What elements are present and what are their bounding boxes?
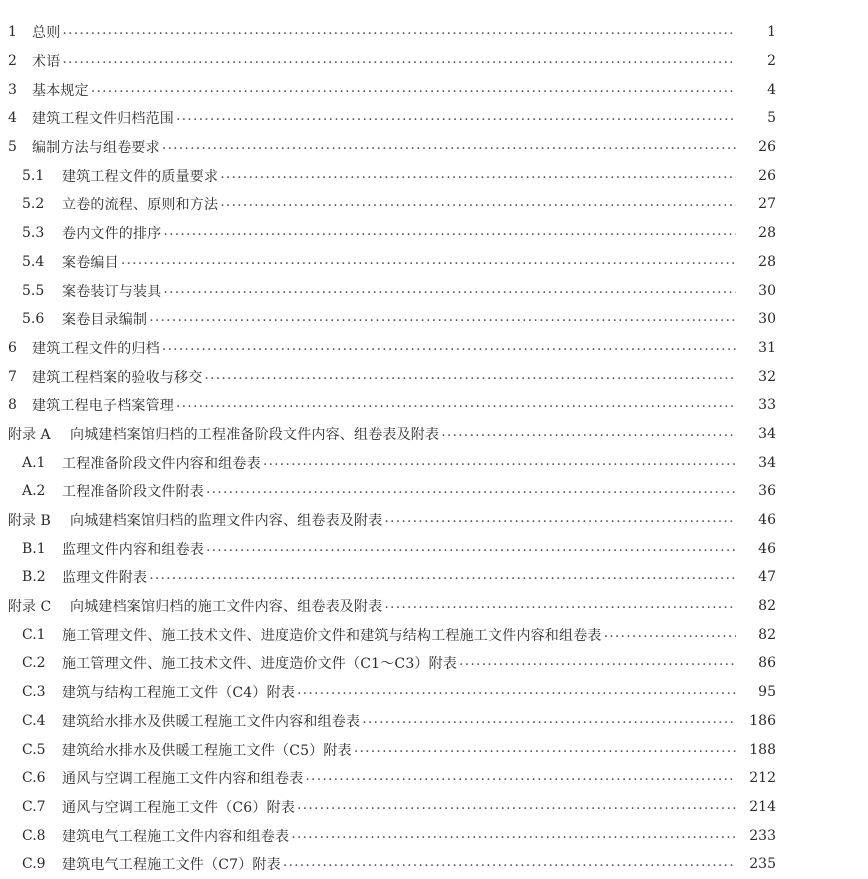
toc-entry[interactable] bbox=[0, 764, 868, 793]
dot-leader bbox=[162, 137, 736, 153]
toc-entry-number: C.6 bbox=[22, 770, 46, 787]
toc-entry-title: 案卷目录编制 bbox=[62, 312, 148, 329]
toc-entry[interactable] bbox=[0, 707, 868, 736]
toc-entry[interactable] bbox=[0, 161, 868, 190]
toc-entry-number: B.1 bbox=[22, 540, 46, 557]
dot-leader bbox=[220, 194, 736, 210]
toc-entry-title: 向城建档案馆归档的施工文件内容、组卷表及附表 bbox=[70, 599, 383, 616]
toc-entry-number: 4 bbox=[8, 110, 17, 127]
toc-entry[interactable] bbox=[0, 219, 868, 248]
dot-leader bbox=[283, 854, 736, 870]
toc-entry-number: 5.2 bbox=[22, 196, 45, 213]
toc-entry-number: C.2 bbox=[22, 655, 46, 672]
dot-leader bbox=[206, 481, 736, 497]
toc-entry-number: 5 bbox=[8, 139, 17, 156]
toc-entry[interactable] bbox=[0, 248, 868, 277]
dot-leader bbox=[91, 80, 736, 96]
toc-entry-number: 5.5 bbox=[22, 282, 45, 299]
toc-entry-page-number: 26 bbox=[758, 139, 776, 156]
toc-entry-title: 案卷编目 bbox=[62, 254, 119, 271]
dot-leader bbox=[149, 567, 736, 583]
dot-leader bbox=[604, 625, 736, 641]
toc-entry-number: 8 bbox=[8, 397, 17, 414]
toc-entry[interactable] bbox=[0, 190, 868, 219]
toc-entry[interactable] bbox=[0, 334, 868, 363]
toc-entry-page-number: 46 bbox=[758, 512, 776, 529]
toc-entry-title: 建筑电气工程施工文件内容和组卷表 bbox=[62, 828, 290, 845]
toc-entry-page-number: 95 bbox=[758, 684, 776, 701]
toc-entry-title: 监理文件附表 bbox=[62, 570, 148, 587]
toc-entry-page-number: 1 bbox=[767, 24, 776, 41]
toc-entry-page-number: 34 bbox=[758, 425, 776, 442]
toc-entry[interactable] bbox=[0, 649, 868, 678]
toc-entry-page-number: 33 bbox=[758, 397, 776, 414]
toc-entry-number: 2 bbox=[8, 53, 17, 70]
toc-entry-title: 建筑与结构工程施工文件（C4）附表 bbox=[62, 685, 296, 702]
dot-leader bbox=[204, 367, 736, 383]
toc-entry-page-number: 30 bbox=[758, 311, 776, 328]
toc-entry[interactable] bbox=[0, 104, 868, 133]
toc-entry[interactable] bbox=[0, 362, 868, 391]
toc-entry-page-number: 30 bbox=[758, 282, 776, 299]
toc-entry-title: 建筑电气工程施工文件（C7）附表 bbox=[62, 857, 281, 874]
toc-entry-number: 5.3 bbox=[22, 225, 45, 242]
toc-entry[interactable] bbox=[0, 477, 868, 506]
toc-entry-number: 附录 B bbox=[8, 513, 51, 530]
toc-entry-page-number: 32 bbox=[758, 368, 776, 385]
toc-entry-page-number: 47 bbox=[758, 569, 776, 586]
toc-entry-page-number: 82 bbox=[758, 598, 776, 615]
toc-entry-title: 总则 bbox=[32, 25, 61, 42]
toc-entry[interactable] bbox=[0, 793, 868, 822]
toc-entry-page-number: 28 bbox=[758, 253, 776, 270]
toc-entry-title: 立卷的流程、原则和方法 bbox=[62, 197, 219, 214]
toc-entry-number: 1 bbox=[8, 24, 17, 41]
toc-entry-page-number: 233 bbox=[749, 827, 776, 844]
toc-entry-number: 5.6 bbox=[22, 311, 45, 328]
toc-entry[interactable] bbox=[0, 276, 868, 305]
toc-entry-page-number: 214 bbox=[749, 798, 776, 815]
toc-entry-page-number: 36 bbox=[758, 483, 776, 500]
toc-entry-title: 建筑工程档案的验收与移交 bbox=[32, 369, 203, 386]
dot-leader bbox=[220, 166, 736, 182]
toc-entry[interactable] bbox=[0, 850, 868, 879]
toc-entry-page-number: 46 bbox=[758, 540, 776, 557]
toc-entry-title: 工程准备阶段文件附表 bbox=[62, 484, 204, 501]
dot-leader bbox=[162, 338, 736, 354]
dot-leader bbox=[149, 309, 736, 325]
dot-leader bbox=[163, 281, 736, 297]
toc-entry[interactable] bbox=[0, 735, 868, 764]
toc-entry-number: 附录 C bbox=[8, 599, 52, 616]
toc-entry[interactable] bbox=[0, 133, 868, 162]
dot-leader bbox=[441, 424, 736, 440]
toc-entry-number: 5.4 bbox=[22, 253, 45, 270]
toc-entry-number: C.4 bbox=[22, 712, 46, 729]
toc-entry-title: 建筑工程电子档案管理 bbox=[32, 398, 174, 415]
dot-leader bbox=[384, 510, 736, 526]
toc-entry-number: C.7 bbox=[22, 798, 46, 815]
toc-entry-title: 案卷装订与装具 bbox=[62, 283, 162, 300]
toc-entry-page-number: 2 bbox=[767, 53, 776, 70]
toc-entry-page-number: 28 bbox=[758, 225, 776, 242]
dot-leader bbox=[62, 51, 736, 67]
toc-entry-page-number: 5 bbox=[767, 110, 776, 127]
toc-entry-title: 监理文件内容和组卷表 bbox=[62, 541, 204, 558]
toc-entry-title: 施工管理文件、施工技术文件、进度造价文件和建筑与结构工程施工文件内容和组卷表 bbox=[62, 627, 602, 644]
toc-entry[interactable] bbox=[0, 47, 868, 76]
dot-leader bbox=[297, 797, 736, 813]
toc-entry[interactable] bbox=[0, 75, 868, 104]
toc-entry[interactable] bbox=[0, 391, 868, 420]
toc-entry[interactable] bbox=[0, 620, 868, 649]
table-of-contents bbox=[0, 18, 868, 879]
toc-entry-title: 编制方法与组卷要求 bbox=[32, 140, 160, 157]
toc-entry[interactable] bbox=[0, 563, 868, 592]
toc-entry-title: 建筑工程文件的质量要求 bbox=[62, 168, 219, 185]
toc-entry-number: 3 bbox=[8, 81, 17, 98]
dot-leader bbox=[176, 108, 736, 124]
toc-entry-title: 通风与空调工程施工文件内容和组卷表 bbox=[62, 771, 304, 788]
dot-leader bbox=[459, 653, 736, 669]
dot-leader bbox=[354, 740, 736, 756]
toc-entry-title: 向城建档案馆归档的监理文件内容、组卷表及附表 bbox=[70, 513, 383, 530]
toc-entry-number: C.9 bbox=[22, 856, 46, 873]
toc-entry-number: 附录 A bbox=[8, 426, 51, 443]
toc-entry[interactable] bbox=[0, 420, 868, 449]
dot-leader bbox=[62, 22, 736, 38]
toc-entry-number: 7 bbox=[8, 368, 17, 385]
toc-entry-page-number: 188 bbox=[749, 741, 776, 758]
dot-leader bbox=[163, 223, 736, 239]
toc-entry-title: 基本规定 bbox=[32, 82, 89, 99]
toc-entry-number: B.2 bbox=[22, 569, 46, 586]
dot-leader bbox=[297, 682, 736, 698]
toc-entry-page-number: 212 bbox=[749, 770, 776, 787]
toc-entry-number: 5.1 bbox=[22, 167, 45, 184]
toc-entry-number: A.2 bbox=[22, 483, 46, 500]
toc-entry-number: C.1 bbox=[22, 626, 46, 643]
toc-entry-title: 建筑给水排水及供暖工程施工文件（C5）附表 bbox=[62, 742, 352, 759]
toc-entry-page-number: 86 bbox=[758, 655, 776, 672]
dot-leader bbox=[206, 539, 736, 555]
dot-leader bbox=[305, 768, 736, 784]
toc-entry-number: C.3 bbox=[22, 684, 46, 701]
toc-entry-title: 建筑工程文件归档范围 bbox=[32, 111, 174, 128]
toc-entry[interactable] bbox=[0, 448, 868, 477]
toc-entry-page-number: 26 bbox=[758, 167, 776, 184]
toc-entry-title: 施工管理文件、施工技术文件、进度造价文件（C1～C3）附表 bbox=[62, 656, 458, 673]
toc-entry-page-number: 34 bbox=[758, 454, 776, 471]
toc-entry-title: 通风与空调工程施工文件（C6）附表 bbox=[62, 799, 296, 816]
toc-entry[interactable] bbox=[0, 305, 868, 334]
dot-leader bbox=[291, 826, 736, 842]
toc-entry-page-number: 27 bbox=[758, 196, 776, 213]
toc-entry-number: 6 bbox=[8, 339, 17, 356]
dot-leader bbox=[176, 395, 736, 411]
toc-entry[interactable] bbox=[0, 506, 868, 535]
toc-entry[interactable] bbox=[0, 821, 868, 850]
dot-leader bbox=[263, 453, 736, 469]
toc-entry-page-number: 82 bbox=[758, 626, 776, 643]
toc-entry-number: C.8 bbox=[22, 827, 46, 844]
toc-entry-page-number: 186 bbox=[749, 712, 776, 729]
toc-entry-title: 卷内文件的排序 bbox=[62, 226, 162, 243]
toc-entry-number: A.1 bbox=[22, 454, 46, 471]
toc-entry-title: 向城建档案馆归档的工程准备阶段文件内容、组卷表及附表 bbox=[70, 426, 440, 443]
toc-entry[interactable] bbox=[0, 18, 868, 47]
toc-entry[interactable] bbox=[0, 678, 868, 707]
toc-entry-page-number: 4 bbox=[767, 81, 776, 98]
toc-entry-title: 术语 bbox=[32, 54, 61, 71]
toc-entry[interactable] bbox=[0, 592, 868, 621]
toc-entry-page-number: 31 bbox=[758, 339, 776, 356]
toc-entry-title: 建筑工程文件的归档 bbox=[32, 340, 160, 357]
toc-entry-page-number: 235 bbox=[749, 856, 776, 873]
dot-leader bbox=[362, 711, 736, 727]
dot-leader bbox=[121, 252, 736, 268]
toc-entry-number: C.5 bbox=[22, 741, 46, 758]
dot-leader bbox=[384, 596, 736, 612]
toc-entry[interactable] bbox=[0, 534, 868, 563]
toc-entry-title: 建筑给水排水及供暖工程施工文件内容和组卷表 bbox=[62, 713, 361, 730]
toc-entry-title: 工程准备阶段文件内容和组卷表 bbox=[62, 455, 261, 472]
